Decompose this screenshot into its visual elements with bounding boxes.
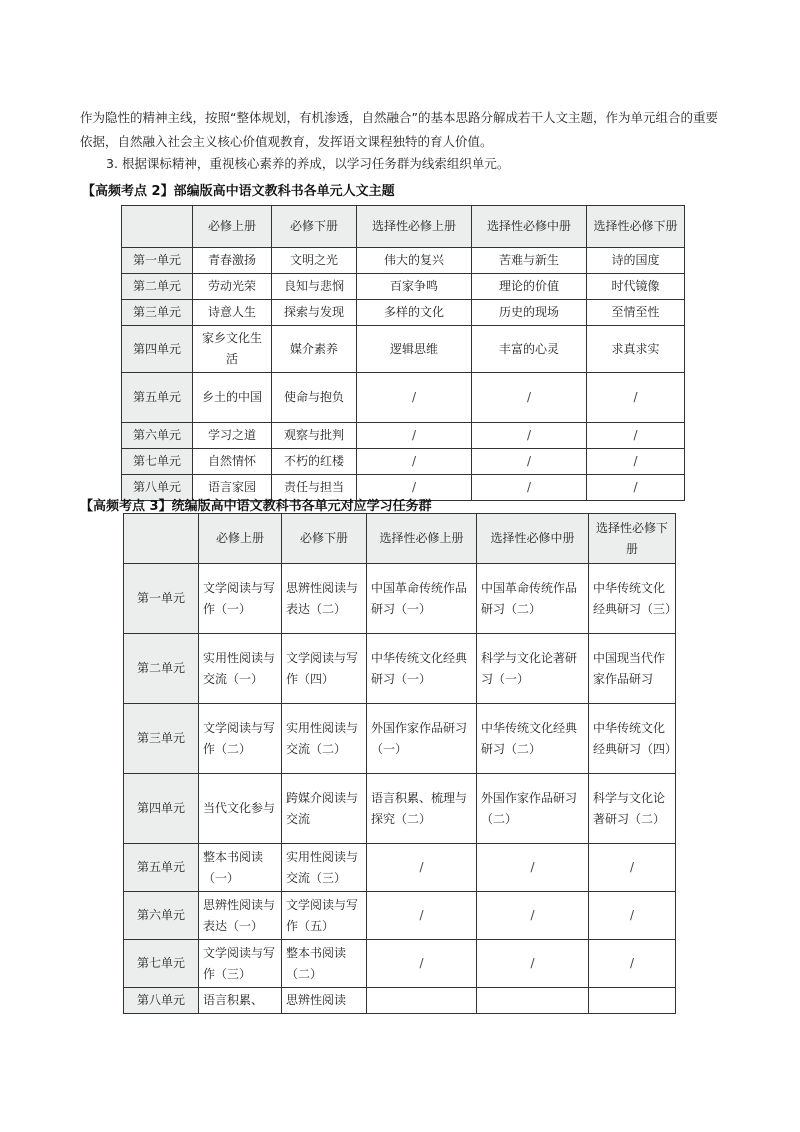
- table-cell: 当代文化参与: [199, 774, 282, 844]
- header-elective-vol1: 选择性必修上册: [357, 206, 472, 248]
- table-cell: 文学阅读与写作（三）: [199, 940, 282, 988]
- table-cell: [477, 988, 589, 1014]
- header-empty: [124, 514, 199, 564]
- table-cell: /: [357, 449, 472, 475]
- table-cell: 科学与文化论著研习（二）: [589, 774, 676, 844]
- table-cell: 良知与悲悯: [272, 274, 357, 300]
- table-cell: 语言积累、: [199, 988, 282, 1014]
- table-cell: /: [367, 940, 477, 988]
- table-cell: 文学阅读与写作（二）: [199, 704, 282, 774]
- header-elective-vol3: 选择性必修下册: [589, 514, 676, 564]
- table-row: [124, 634, 676, 704]
- table-cell: 整本书阅读（一）: [199, 844, 282, 892]
- table-cell: 观察与批判: [272, 423, 357, 449]
- table-cell: /: [587, 475, 685, 501]
- table-cell: [589, 988, 676, 1014]
- unit-label: 第一单元: [122, 248, 193, 274]
- table-cell: /: [477, 844, 589, 892]
- header-required-vol1: 必修上册: [199, 514, 282, 564]
- section-2-title: 【高频考点 2】部编版高中语文教科书各单元人文主题: [82, 184, 395, 199]
- table-cell: 中华传统文化经典研习（三）: [589, 564, 676, 634]
- table-cell: 诗意人生: [193, 300, 272, 326]
- table-cell: 文明之光: [272, 248, 357, 274]
- unit-label: 第一单元: [124, 564, 199, 634]
- intro-paragraph: 作为隐性的精神主线，按照“整体规划，有机渗透，自然融合”的基本思路分解成若干人文主题，作为单元组合的重要依据，自然融入社会主义核心价值观教育，发挥语文课程独特的育人价值。: [80, 110, 718, 149]
- table-row: [122, 300, 685, 326]
- table-cell: /: [589, 940, 676, 988]
- table-cell: /: [357, 423, 472, 449]
- table-cell: 语言家园: [193, 475, 272, 501]
- table-row: [122, 423, 685, 449]
- header-required-vol1: 必修上册: [193, 206, 272, 248]
- table-cell: 至情至性: [587, 300, 685, 326]
- table-cell: 语言积累、梳理与探究（二）: [367, 774, 477, 844]
- header-required-vol2: 必修下册: [272, 206, 357, 248]
- table-cell: 求真求实: [587, 326, 685, 373]
- table-cell: 历史的现场: [472, 300, 587, 326]
- unit-label: 第六单元: [122, 423, 193, 449]
- table-row: [124, 564, 676, 634]
- table-row: [122, 274, 685, 300]
- table-row: [124, 940, 676, 988]
- table-cell: 跨媒介阅读与交流: [282, 774, 367, 844]
- header-empty: [122, 206, 193, 248]
- table-cell: 思辨性阅读与表达（一）: [199, 892, 282, 940]
- table-cell: /: [587, 449, 685, 475]
- table-row: [122, 248, 685, 274]
- unit-label: 第四单元: [124, 774, 199, 844]
- unit-label: 第四单元: [122, 326, 193, 373]
- table-cell: 乡土的中国: [193, 373, 272, 423]
- table-cell: 思辨性阅读与表达（二）: [282, 564, 367, 634]
- table-cell: 实用性阅读与交流（一）: [199, 634, 282, 704]
- table-cell: 中国革命传统作品研习（二）: [477, 564, 589, 634]
- table-cell: [367, 988, 477, 1014]
- table-cell: 家乡文化生活: [193, 326, 272, 373]
- table-cell: /: [357, 373, 472, 423]
- unit-label: 第六单元: [124, 892, 199, 940]
- table-cell: 使命与抱负: [272, 373, 357, 423]
- table-cell: /: [357, 475, 472, 501]
- unit-label: 第八单元: [124, 988, 199, 1014]
- table-cell: 外国作家作品研习（二）: [477, 774, 589, 844]
- header-elective-vol2: 选择性必修中册: [477, 514, 589, 564]
- humanities-themes-table: [121, 205, 685, 501]
- table-cell: /: [472, 475, 587, 501]
- table-cell: 理论的价值: [472, 274, 587, 300]
- unit-label: 第三单元: [124, 704, 199, 774]
- table-cell: 劳动光荣: [193, 274, 272, 300]
- header-elective-vol1: 选择性必修上册: [367, 514, 477, 564]
- table-cell: 媒介素养: [272, 326, 357, 373]
- table-row: [124, 988, 676, 1014]
- table-cell: 实用性阅读与交流（三）: [282, 844, 367, 892]
- table-cell: 文学阅读与写作（一）: [199, 564, 282, 634]
- table-cell: 整本书阅读（二）: [282, 940, 367, 988]
- unit-label: 第七单元: [122, 449, 193, 475]
- table-cell: 责任与担当: [272, 475, 357, 501]
- table-cell: 青春激扬: [193, 248, 272, 274]
- table-cell: 文学阅读与写作（五）: [282, 892, 367, 940]
- table-cell: /: [589, 892, 676, 940]
- unit-label: 第三单元: [122, 300, 193, 326]
- table-cell: /: [477, 892, 589, 940]
- table-row: [124, 844, 676, 892]
- table-row: [122, 326, 685, 373]
- section-3-title: 【高频考点 3】统编版高中语文教科书各单元对应学习任务群: [80, 499, 432, 514]
- table-cell: 丰富的心灵: [472, 326, 587, 373]
- unit-label: 第七单元: [124, 940, 199, 988]
- table-cell: 探索与发现: [272, 300, 357, 326]
- intro-point-3: 3. 根据课标精神，重视核心素养的养成，以学习任务群为线索组织单元。: [106, 156, 510, 171]
- table-cell: /: [589, 844, 676, 892]
- table-cell: 学习之道: [193, 423, 272, 449]
- table-cell: 时代镜像: [587, 274, 685, 300]
- table-cell: 中华传统文化经典研习（四）: [589, 704, 676, 774]
- table-cell: 逻辑思维: [357, 326, 472, 373]
- table-cell: 多样的文化: [357, 300, 472, 326]
- header-required-vol2: 必修下册: [282, 514, 367, 564]
- table-row: [124, 892, 676, 940]
- table-cell: 中华传统文化经典研习（一）: [367, 634, 477, 704]
- table-cell: 伟大的复兴: [357, 248, 472, 274]
- table-cell: /: [477, 940, 589, 988]
- unit-label: 第二单元: [124, 634, 199, 704]
- table-row: [124, 774, 676, 844]
- unit-label: 第八单元: [122, 475, 193, 501]
- table-row: [122, 373, 685, 423]
- table-cell: 诗的国度: [587, 248, 685, 274]
- header-elective-vol3: 选择性必修下册: [587, 206, 685, 248]
- table-row: [124, 704, 676, 774]
- table-cell: /: [587, 423, 685, 449]
- unit-label: 第五单元: [124, 844, 199, 892]
- table-cell: 苦难与新生: [472, 248, 587, 274]
- table-cell: 实用性阅读与交流（二）: [282, 704, 367, 774]
- table-cell: 文学阅读与写作（四）: [282, 634, 367, 704]
- table-cell: 百家争鸣: [357, 274, 472, 300]
- table-cell: /: [472, 423, 587, 449]
- table-cell: 中国现当代作家作品研习: [589, 634, 676, 704]
- unit-label: 第五单元: [122, 373, 193, 423]
- table-cell: 科学与文化论著研习（一）: [477, 634, 589, 704]
- table-cell: 自然情怀: [193, 449, 272, 475]
- table-cell: 中华传统文化经典研习（二）: [477, 704, 589, 774]
- table-cell: 外国作家作品研习（一）: [367, 704, 477, 774]
- header-elective-vol2: 选择性必修中册: [472, 206, 587, 248]
- table-cell: /: [472, 373, 587, 423]
- table-row: [122, 449, 685, 475]
- table-cell: /: [367, 892, 477, 940]
- table-cell: /: [587, 373, 685, 423]
- task-groups-table: [123, 513, 676, 1014]
- table-cell: /: [367, 844, 477, 892]
- table-cell: 中国革命传统作品研习（一）: [367, 564, 477, 634]
- table-cell: 思辨性阅读: [282, 988, 367, 1014]
- table-cell: 不朽的红楼: [272, 449, 357, 475]
- table-cell: /: [472, 449, 587, 475]
- unit-label: 第二单元: [122, 274, 193, 300]
